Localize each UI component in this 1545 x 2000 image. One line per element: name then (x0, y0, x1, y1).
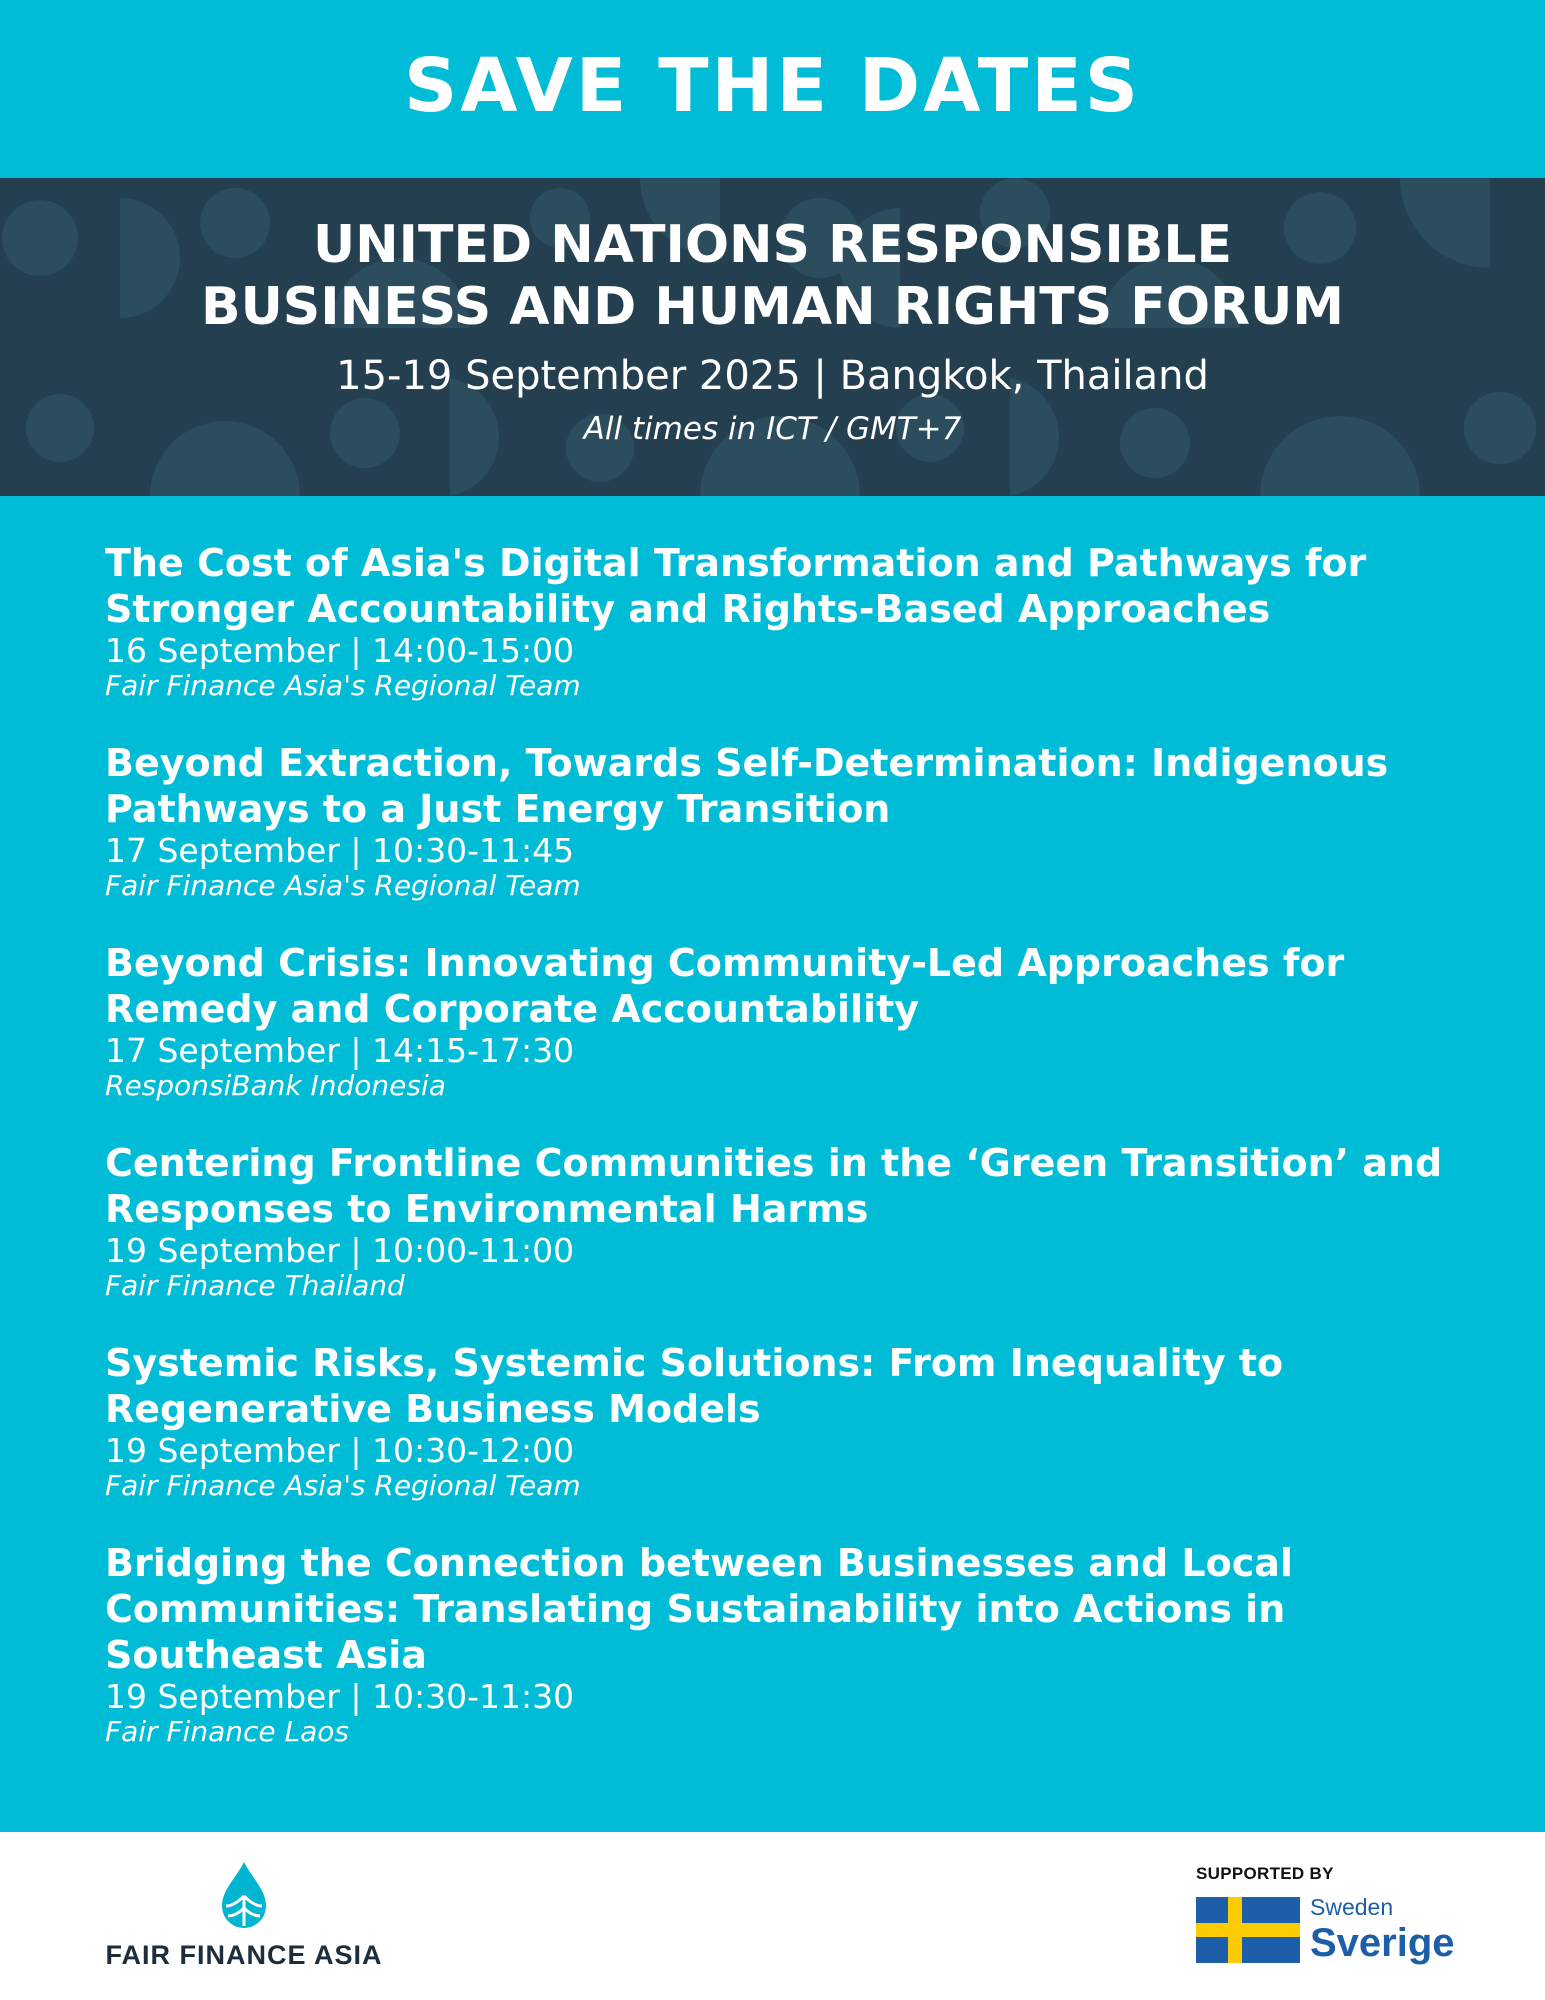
event-date: 19 September | 10:30-11:30 (105, 1677, 575, 1716)
event-item (105, 1140, 1505, 1302)
event-title: Systemic Risks, Systemic Solutions: From Inequality to Regenerative Business Models (105, 1341, 1284, 1431)
event-title: Centering Frontline Communities in the ‘Green Transition’ and Responses to Environmental Harms (105, 1141, 1443, 1231)
event-title: The Cost of Asia's Digital Transformation and Pathways for Stronger Accountability and Rights-Based Approaches (105, 541, 1367, 631)
forum-title-line2: BUSINESS AND HUMAN RIGHTS FORUM (200, 277, 1345, 337)
sweden-logo (1196, 1896, 1476, 1963)
forum-dates: 15-19 September 2025 | Bangkok, Thailand (336, 353, 1209, 399)
sweden-support-block (1196, 1864, 1476, 1974)
event-date: 17 September | 10:30-11:45 (105, 831, 575, 870)
sweden-wordmark (1310, 1896, 1455, 1963)
sverige-label: Sverige (1310, 1921, 1455, 1965)
timezone-note: All times in ICT / GMT+7 (583, 411, 962, 447)
water-drop-leaf-icon (216, 1860, 272, 1930)
event-title: Beyond Crisis: Innovating Community-Led Approaches for Remedy and Corporate Accountability (105, 941, 1345, 1031)
event-date: 16 September | 14:00-15:00 (105, 631, 575, 670)
event-date: 19 September | 10:00-11:00 (105, 1231, 575, 1270)
event-organizer: Fair Finance Asia's Regional Team (105, 669, 581, 702)
event-title: Beyond Extraction, Towards Self-Determination: Indigenous Pathways to a Just Energy Transition (105, 741, 1389, 831)
event-item (105, 940, 1505, 1102)
event-organizer: Fair Finance Thailand (105, 1269, 405, 1302)
event-item (105, 540, 1505, 702)
fair-finance-asia-logo (88, 1860, 400, 1982)
save-the-dates-heading: SAVE THE DATES (403, 43, 1142, 129)
event-title: Bridging the Connection between Businesses and Local Communities: Translating Sustainability into Actions in Southeast Asia (105, 1541, 1293, 1677)
footer (0, 1832, 1545, 2000)
forum-title-line1: UNITED NATIONS RESPONSIBLE (312, 215, 1233, 275)
sweden-label: Sweden (1310, 1894, 1394, 1920)
event-list (105, 540, 1505, 1786)
forum-text (0, 178, 1545, 496)
save-the-dates-banner (0, 0, 1545, 178)
event-organizer: Fair Finance Asia's Regional Team (105, 1469, 581, 1502)
event-date: 19 September | 10:30-12:00 (105, 1431, 575, 1470)
event-item (105, 740, 1505, 902)
ffa-logo-text: FAIR FINANCE ASIA (105, 1940, 383, 1970)
forum-title (0, 178, 1545, 338)
event-item (105, 1540, 1505, 1748)
forum-band (0, 178, 1545, 496)
event-date: 17 September | 14:15-17:30 (105, 1031, 575, 1070)
event-item (105, 1340, 1505, 1502)
event-organizer: Fair Finance Laos (105, 1715, 349, 1748)
swedish-flag-icon (1196, 1897, 1300, 1963)
event-organizer: Fair Finance Asia's Regional Team (105, 869, 581, 902)
supported-by-label: SUPPORTED BY (1196, 1864, 1334, 1883)
event-organizer: ResponsiBank Indonesia (105, 1069, 446, 1102)
